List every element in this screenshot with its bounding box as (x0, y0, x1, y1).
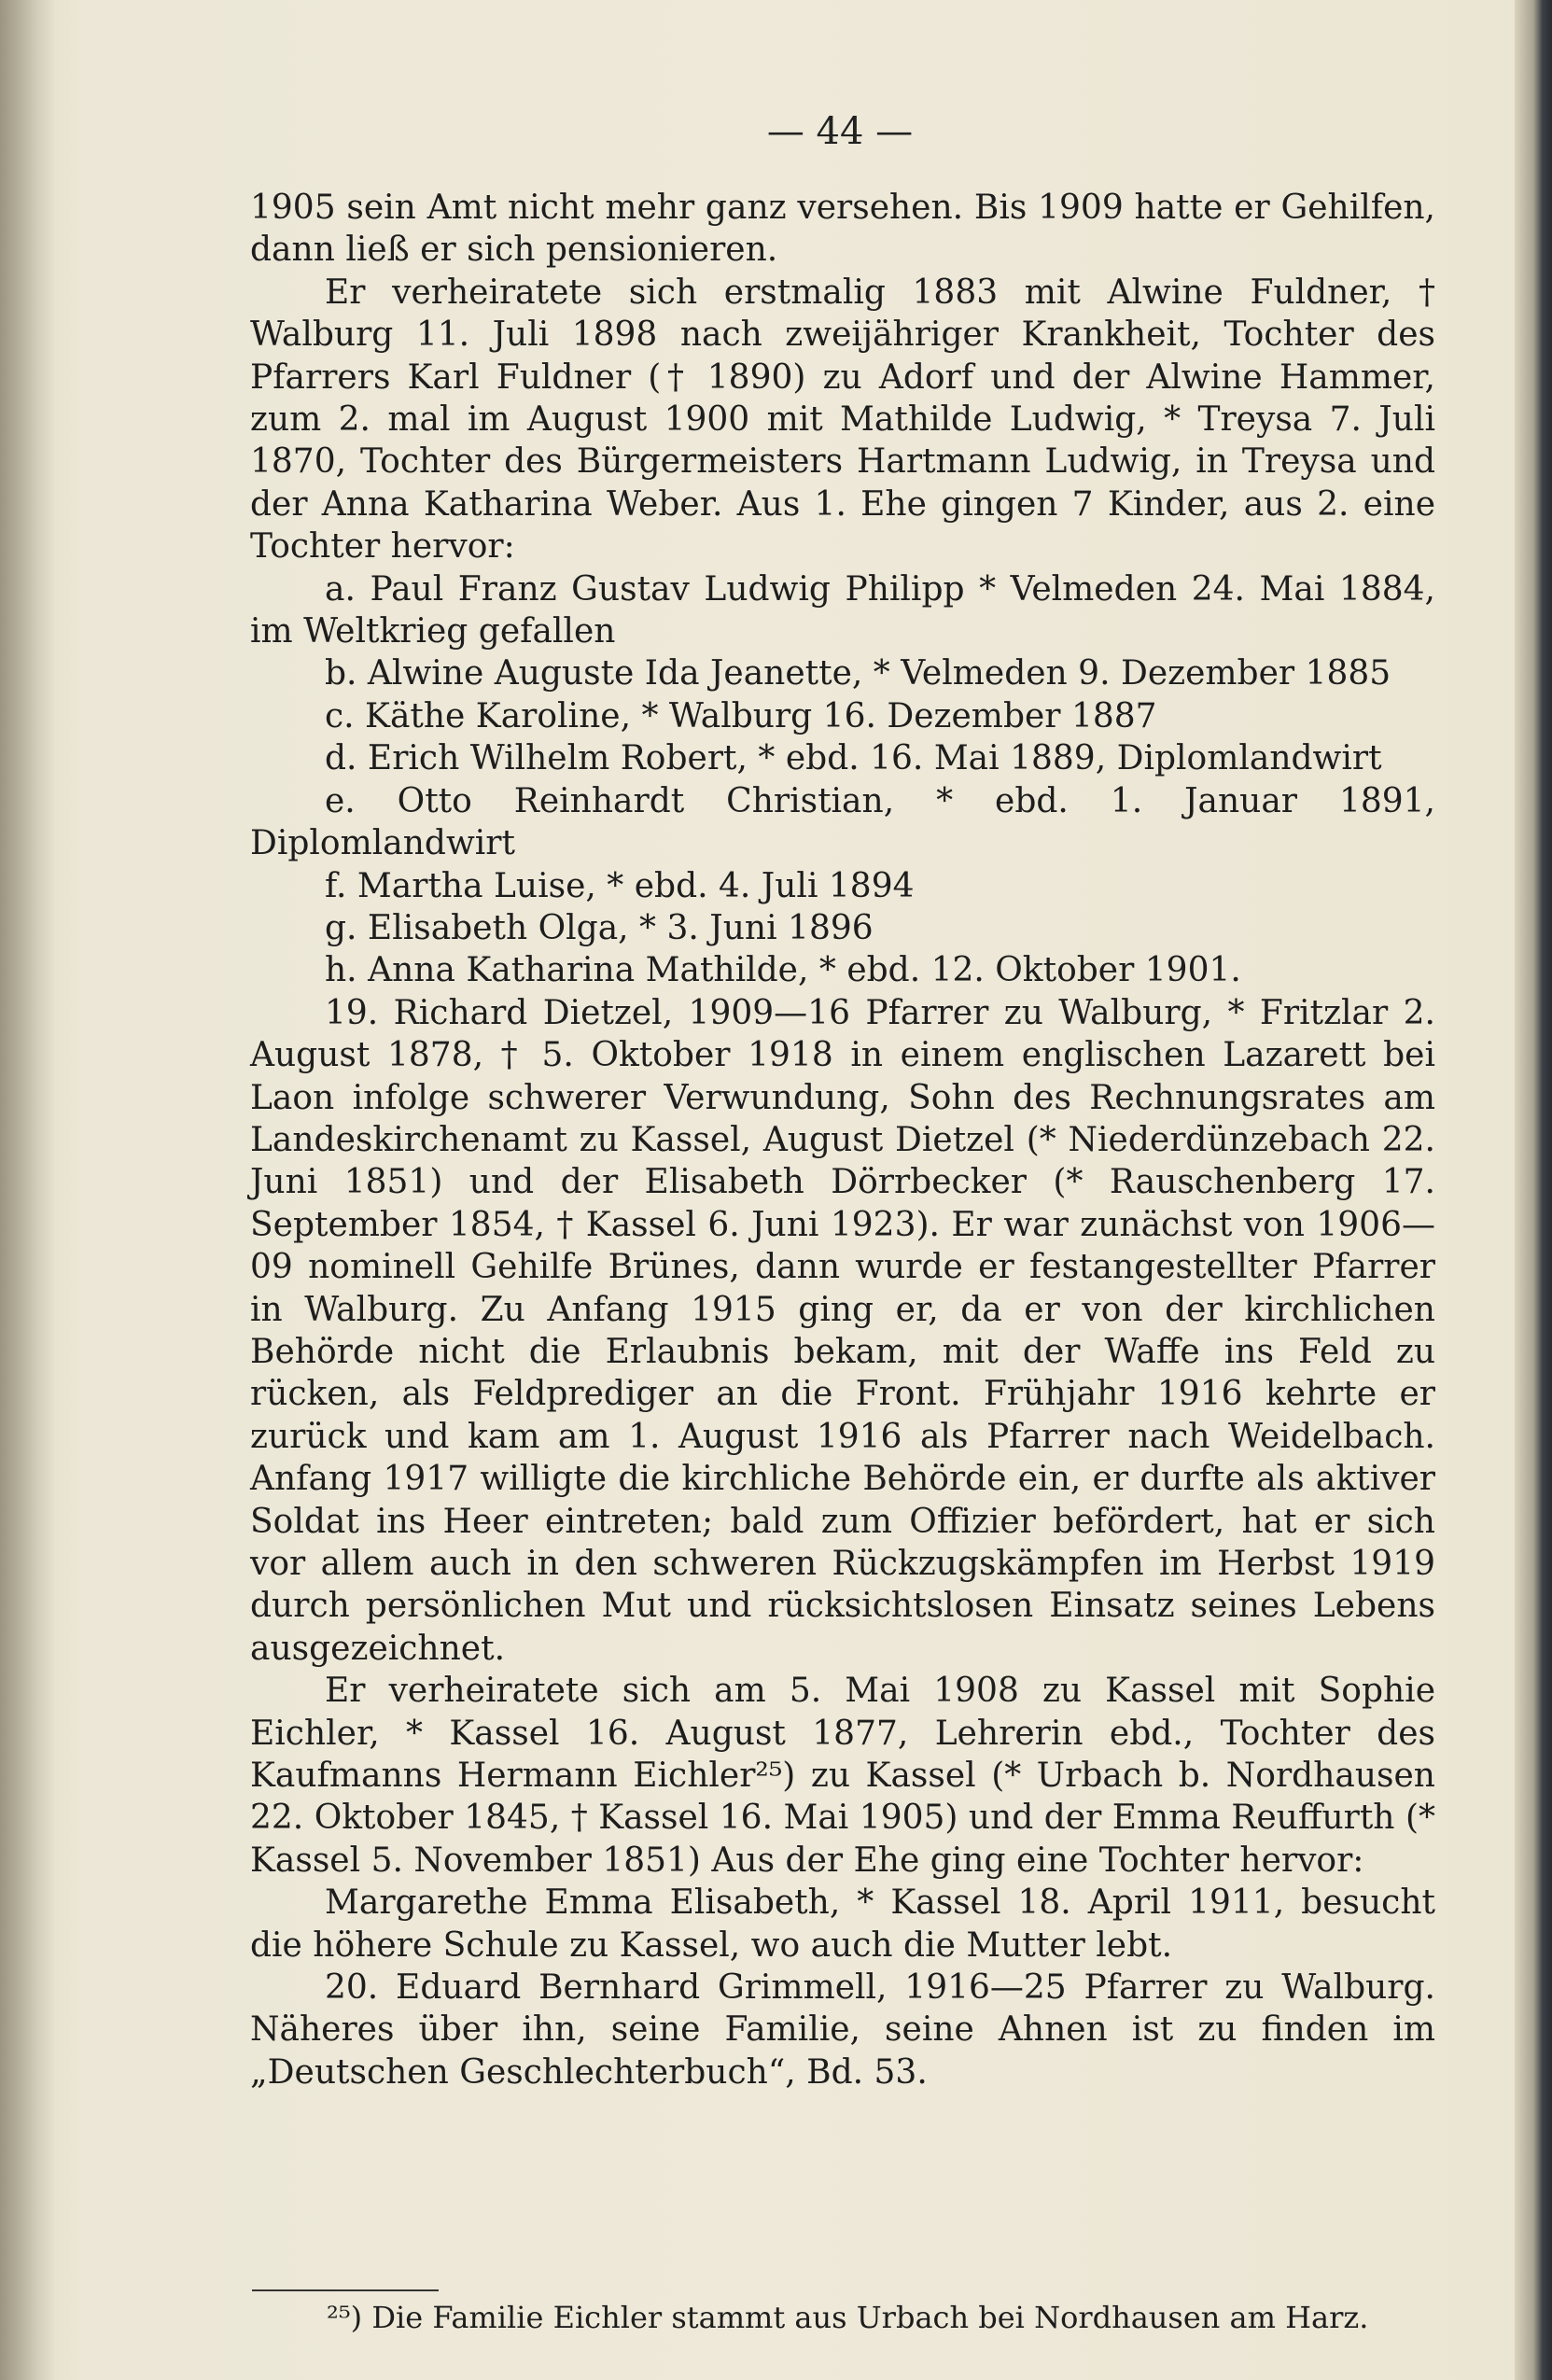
child-entry-f: f. Martha Luise, * ebd. 4. Juli 1894 (325, 866, 915, 905)
page-edge (1515, 0, 1552, 2380)
footnote-rule (252, 2289, 439, 2291)
paragraph-daughter: Margarethe Emma Elisabeth, * Kassel 18. April 1911, besucht die höhere Schule zu Kassel, wo auch die Mutter lebt. (250, 1883, 1435, 1965)
child-entry-c: c. Käthe Karoline, * Walburg 16. Dezember 1887 (325, 696, 1157, 735)
paragraph-continuation: 1905 sein Amt nicht mehr ganz versehen. Bis 1909 hatte er Gehilfen, dann ließ er sich pensionieren. (250, 189, 1435, 270)
page-number: — 44 — (766, 110, 914, 153)
child-entry-b: b. Alwine Auguste Ida Jeanette, * Velmeden 9. Dezember 1885 (325, 654, 1391, 693)
child-entry-d: d. Erich Wilhelm Robert, * ebd. 16. Mai 1889, Diplomlandwirt (325, 739, 1382, 778)
child-entry-a: a. Paul Franz Gustav Ludwig Philipp * Velmeden 24. Mai 1884, im Weltkrieg gefallen (250, 569, 1435, 651)
body-text (250, 187, 1435, 2093)
child-entry-h: h. Anna Katharina Mathilde, * ebd. 12. Oktober 1901. (325, 951, 1241, 990)
footnote: ²⁵) Die Familie Eichler stammt aus Urbach bei Nordhausen am Harz. (327, 2300, 1369, 2335)
child-entry-g: g. Elisabeth Olga, * 3. Juni 1896 (325, 908, 874, 947)
paragraph-pastor-19: 19. Richard Dietzel, 1909—16 Pfarrer zu Walburg, * Fritzlar 2. August 1878, † 5. Oktober 1918 in einem englischen Lazarett bei Laon infolge schwerer Verwundung, Sohn des Rechnungsrates am Landeskirchenamt zu Kassel, August Dietzel (* Niederdünzebach 22. Juni 1851) und der Elisabeth Dörrbecker (* Rauschenberg 17. September 1854, † Kassel 6. Juni 1923). Er war zunächst von 1906—09 nominell Gehilfe Brünes, dann wurde er festangestellter Pfarrer in Walburg. Zu Anfang 1915 ging er, da er von der kirchlichen Behörde nicht die Erlaubnis bekam, mit der Waffe ins Feld zu rücken, als Feldprediger an die Front. Frühjahr 1916 kehrte er zurück und kam am 1. August 1916 als Pfarrer nach Weidelbach. Anfang 1917 willigte die kirchliche Behörde ein, er durfte als aktiver Soldat ins Heer eintreten; bald zum Offizier befördert, hat er sich vor allem auch in den schweren Rückzugskämpfen im Herbst 1919 durch persönlichen Mut und rücksichtslosen Einsatz seines Lebens ausgezeichnet. (250, 993, 1435, 1668)
spine-shadow (0, 0, 56, 2380)
child-entry-e: e. Otto Reinhardt Christian, * ebd. 1. Januar 1891, Diplomlandwirt (250, 781, 1435, 863)
paragraph-marriage-1: Er verheiratete sich erstmalig 1883 mit Alwine Fuldner, † Walburg 11. Juli 1898 nach zweijähriger Krankheit, Tochter des Pfarrers Karl Fuldner († 1890) zu Adorf und der Alwine Hammer, zum 2. mal im August 1900 mit Mathilde Ludwig, * Treysa 7. Juli 1870, Tochter des Bürgermeisters Hartmann Ludwig, in Treysa und der Anna Katharina Weber. Aus 1. Ehe gingen 7 Kinder, aus 2. eine Tochter hervor: (250, 273, 1435, 567)
paragraph-pastor-20: 20. Eduard Bernhard Grimmell, 1916—25 Pfarrer zu Walburg. Näheres über ihn, seine Familie, seine Ahnen ist zu finden im „Deutschen Geschlechterbuch“, Bd. 53. (250, 1968, 1435, 2092)
paragraph-marriage-2: Er verheiratete sich am 5. Mai 1908 zu Kassel mit Sophie Eichler, * Kassel 16. August 1877, Lehrerin ebd., Tochter des Kaufmanns Hermann Eichler²⁵) zu Kassel (* Urbach b. Nordhausen 22. Oktober 1845, † Kassel 16. Mai 1905) und der Emma Reuffurth (* Kassel 5. November 1851) Aus der Ehe ging eine Tochter hervor: (250, 1672, 1435, 1880)
